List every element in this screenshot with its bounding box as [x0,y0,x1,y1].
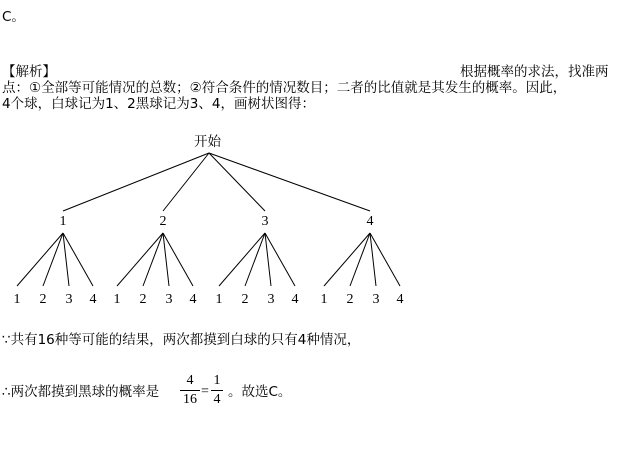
analysis-line3: 4个球，白球记为1、2黑球记为3、4，画树状图得： [2,96,315,112]
tree-branch-level2 [324,233,370,286]
fraction-numerator: 1 [213,373,221,388]
tree-node-level2: 4 [396,292,404,307]
tree-branch-level2 [265,233,271,286]
tree-branch-level2 [245,233,265,286]
tree-branch-level2 [43,233,63,286]
tree-branch-level1 [209,153,265,211]
tree-node-level1: 3 [261,214,269,229]
tree-node-level2: 3 [267,292,275,307]
tree-node-level1: 4 [366,214,374,229]
fraction-4-16 [180,373,200,408]
tree-branch-level2 [63,233,69,286]
tree-node-level1: 1 [59,214,67,229]
tree-node-level2: 2 [39,292,47,307]
tree-branch-level1 [63,153,209,211]
conclusion-line2-prefix: ∴两次都摸到黑球的概率是 [2,384,160,400]
tree-branch-level2 [265,233,295,286]
tree-node-level2: 1 [215,292,223,307]
fraction-numerator: 4 [186,373,194,388]
tree-node-level2: 1 [113,292,121,307]
fraction-1-4 [211,373,223,408]
tree-branch-level2 [219,233,265,286]
equals-sign: = [201,384,209,399]
tree-node-level2: 1 [13,292,21,307]
tree-node-level2: 3 [165,292,173,307]
tree-branch-level2 [370,233,400,286]
conclusion-line2-suffix: 。故选C。 [228,384,292,400]
analysis-line2: 点：①全部等可能情况的总数；②符合条件的情况数目；二者的比值就是其发生的概率。因此， [2,80,567,96]
tree-node-level2: 1 [320,292,328,307]
tree-node-level2: 2 [139,292,147,307]
analysis-line1: 根据概率的求法，找准两 [460,64,609,80]
tree-node-level2: 4 [189,292,197,307]
conclusion-line1: ∵共有16种等可能的结果，两次都摸到白球的只有4种情况， [2,332,361,348]
fraction-denominator: 4 [213,392,221,407]
tree-branch-level2 [117,233,163,286]
fraction-denominator: 16 [183,392,197,407]
tree-node-level2: 2 [241,292,249,307]
tree-branch-level2 [370,233,376,286]
tree-branch-level2 [143,233,163,286]
tree-node-level2: 2 [346,292,354,307]
answer-line: C。 [2,9,25,25]
fraction-bar [211,390,223,391]
tree-branch-level2 [163,233,193,286]
tree-node-level2: 4 [291,292,299,307]
tree-branch-level2 [163,233,169,286]
analysis-heading: 【解析】 [2,64,56,80]
tree-branch-level2 [17,233,63,286]
tree-node-level2: 3 [65,292,73,307]
tree-branch-level2 [350,233,370,286]
tree-branch-level2 [63,233,93,286]
tree-node-level2: 4 [89,292,97,307]
fraction-bar [180,390,200,391]
tree-node-level2: 3 [372,292,380,307]
tree-node-level1: 2 [159,214,167,229]
tree-root: 开始 [194,134,221,150]
tree-branch-level1 [209,153,370,211]
